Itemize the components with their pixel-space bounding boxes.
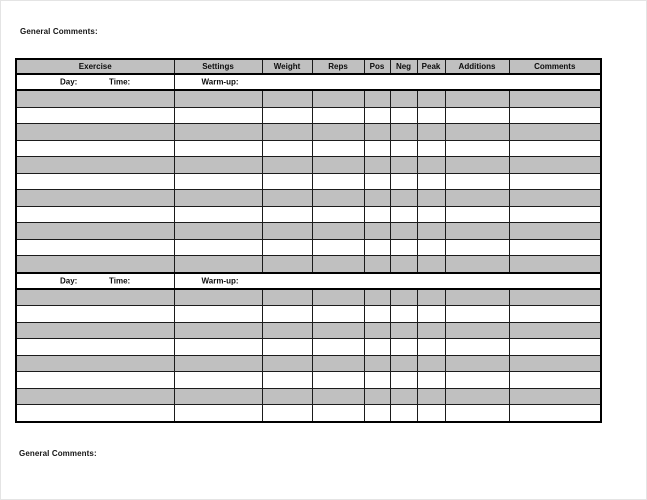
cell-reps xyxy=(312,322,364,339)
cell-weight xyxy=(262,306,312,323)
time-label: Time: xyxy=(109,276,131,285)
cell-neg xyxy=(390,157,417,174)
cell-settings xyxy=(174,355,262,372)
cell-weight xyxy=(262,173,312,190)
cell-comments xyxy=(509,372,601,389)
cell-reps xyxy=(312,124,364,141)
cell-comments xyxy=(509,355,601,372)
cell-weight xyxy=(262,388,312,405)
cell-settings xyxy=(174,173,262,190)
cell-neg xyxy=(390,90,417,107)
log-entry-row xyxy=(16,256,601,273)
day-label: Day: xyxy=(60,77,78,87)
cell-peak xyxy=(417,173,445,190)
cell-pos xyxy=(364,223,390,240)
cell-additions xyxy=(445,206,509,223)
cell-pos xyxy=(364,239,390,256)
cell-weight xyxy=(262,157,312,174)
day-time-cell xyxy=(16,273,174,289)
warmup-cell xyxy=(174,74,601,90)
cell-neg xyxy=(390,306,417,323)
cell-exercise xyxy=(16,223,174,240)
general-comments-bottom-label: General Comments: xyxy=(19,449,97,458)
cell-comments xyxy=(509,339,601,356)
time-label: Time: xyxy=(109,77,131,87)
log-entry-row xyxy=(16,223,601,240)
cell-pos xyxy=(364,306,390,323)
cell-settings xyxy=(174,372,262,389)
cell-comments xyxy=(509,405,601,422)
cell-reps xyxy=(312,256,364,273)
cell-exercise xyxy=(16,206,174,223)
cell-additions xyxy=(445,405,509,422)
log-entry-row xyxy=(16,355,601,372)
cell-exercise xyxy=(16,190,174,207)
cell-reps xyxy=(312,173,364,190)
cell-reps xyxy=(312,239,364,256)
cell-pos xyxy=(364,190,390,207)
cell-comments xyxy=(509,173,601,190)
cell-additions xyxy=(445,372,509,389)
cell-settings xyxy=(174,306,262,323)
cell-reps xyxy=(312,306,364,323)
cell-exercise xyxy=(16,107,174,124)
cell-weight xyxy=(262,405,312,422)
cell-weight xyxy=(262,256,312,273)
log-entry-row xyxy=(16,90,601,107)
workout-log-table xyxy=(15,58,602,423)
cell-neg xyxy=(390,173,417,190)
cell-reps xyxy=(312,372,364,389)
cell-reps xyxy=(312,140,364,157)
cell-settings xyxy=(174,223,262,240)
cell-exercise xyxy=(16,289,174,306)
cell-weight xyxy=(262,206,312,223)
cell-exercise xyxy=(16,339,174,356)
cell-additions xyxy=(445,140,509,157)
general-comments-top-label: General Comments: xyxy=(20,27,98,36)
cell-pos xyxy=(364,322,390,339)
log-body xyxy=(16,74,601,422)
cell-peak xyxy=(417,190,445,207)
cell-neg xyxy=(390,372,417,389)
cell-peak xyxy=(417,157,445,174)
log-entry-row xyxy=(16,206,601,223)
cell-peak xyxy=(417,372,445,389)
cell-additions xyxy=(445,306,509,323)
cell-peak xyxy=(417,355,445,372)
log-entry-row xyxy=(16,405,601,422)
log-entry-row xyxy=(16,173,601,190)
cell-pos xyxy=(364,256,390,273)
cell-settings xyxy=(174,256,262,273)
cell-additions xyxy=(445,339,509,356)
log-entry-row xyxy=(16,124,601,141)
cell-peak xyxy=(417,206,445,223)
log-entry-row xyxy=(16,190,601,207)
header-row xyxy=(16,59,601,74)
cell-weight xyxy=(262,107,312,124)
cell-neg xyxy=(390,239,417,256)
cell-neg xyxy=(390,322,417,339)
cell-additions xyxy=(445,90,509,107)
cell-reps xyxy=(312,405,364,422)
cell-weight xyxy=(262,223,312,240)
cell-pos xyxy=(364,405,390,422)
column-header-exercise: Exercise xyxy=(16,59,174,74)
cell-exercise xyxy=(16,322,174,339)
cell-comments xyxy=(509,289,601,306)
cell-neg xyxy=(390,256,417,273)
cell-additions xyxy=(445,107,509,124)
log-entry-row xyxy=(16,322,601,339)
cell-comments xyxy=(509,388,601,405)
cell-pos xyxy=(364,124,390,141)
cell-comments xyxy=(509,107,601,124)
cell-neg xyxy=(390,405,417,422)
cell-additions xyxy=(445,190,509,207)
cell-weight xyxy=(262,289,312,306)
cell-neg xyxy=(390,107,417,124)
cell-exercise xyxy=(16,388,174,405)
cell-pos xyxy=(364,140,390,157)
column-header-peak: Peak xyxy=(417,59,445,74)
cell-settings xyxy=(174,388,262,405)
column-header-pos: Pos xyxy=(364,59,390,74)
cell-peak xyxy=(417,223,445,240)
cell-neg xyxy=(390,190,417,207)
cell-neg xyxy=(390,206,417,223)
cell-reps xyxy=(312,190,364,207)
log-entry-row xyxy=(16,140,601,157)
cell-settings xyxy=(174,289,262,306)
cell-weight xyxy=(262,339,312,356)
cell-exercise xyxy=(16,372,174,389)
cell-neg xyxy=(390,289,417,306)
cell-additions xyxy=(445,355,509,372)
cell-pos xyxy=(364,90,390,107)
cell-additions xyxy=(445,223,509,240)
cell-settings xyxy=(174,239,262,256)
cell-comments xyxy=(509,206,601,223)
cell-additions xyxy=(445,157,509,174)
cell-peak xyxy=(417,322,445,339)
cell-neg xyxy=(390,339,417,356)
cell-exercise xyxy=(16,173,174,190)
cell-weight xyxy=(262,90,312,107)
cell-pos xyxy=(364,206,390,223)
cell-reps xyxy=(312,388,364,405)
cell-peak xyxy=(417,124,445,141)
log-entry-row xyxy=(16,157,601,174)
column-header-weight: Weight xyxy=(262,59,312,74)
cell-settings xyxy=(174,206,262,223)
warmup-label: Warm-up: xyxy=(201,276,239,285)
cell-reps xyxy=(312,289,364,306)
cell-additions xyxy=(445,239,509,256)
cell-exercise xyxy=(16,256,174,273)
cell-weight xyxy=(262,140,312,157)
cell-pos xyxy=(364,388,390,405)
cell-reps xyxy=(312,107,364,124)
day-time-cell xyxy=(16,74,174,90)
cell-exercise xyxy=(16,239,174,256)
cell-reps xyxy=(312,90,364,107)
cell-reps xyxy=(312,206,364,223)
log-entry-row xyxy=(16,372,601,389)
cell-peak xyxy=(417,388,445,405)
cell-weight xyxy=(262,124,312,141)
cell-weight xyxy=(262,190,312,207)
column-header-settings: Settings xyxy=(174,59,262,74)
cell-peak xyxy=(417,405,445,422)
cell-peak xyxy=(417,306,445,323)
cell-pos xyxy=(364,355,390,372)
day-time-row xyxy=(16,273,601,289)
cell-exercise xyxy=(16,157,174,174)
cell-comments xyxy=(509,140,601,157)
log-entry-row xyxy=(16,306,601,323)
cell-exercise xyxy=(16,306,174,323)
cell-settings xyxy=(174,157,262,174)
cell-settings xyxy=(174,107,262,124)
cell-settings xyxy=(174,190,262,207)
log-entry-row xyxy=(16,289,601,306)
cell-comments xyxy=(509,190,601,207)
cell-neg xyxy=(390,223,417,240)
cell-exercise xyxy=(16,140,174,157)
column-header-reps: Reps xyxy=(312,59,364,74)
cell-comments xyxy=(509,306,601,323)
cell-comments xyxy=(509,256,601,273)
cell-exercise xyxy=(16,405,174,422)
day-label: Day: xyxy=(60,276,78,285)
cell-additions xyxy=(445,289,509,306)
cell-pos xyxy=(364,289,390,306)
cell-settings xyxy=(174,405,262,422)
cell-comments xyxy=(509,124,601,141)
cell-reps xyxy=(312,223,364,240)
cell-neg xyxy=(390,388,417,405)
cell-peak xyxy=(417,140,445,157)
cell-settings xyxy=(174,339,262,356)
cell-additions xyxy=(445,388,509,405)
cell-peak xyxy=(417,289,445,306)
log-entry-row xyxy=(16,339,601,356)
log-entry-row xyxy=(16,388,601,405)
cell-reps xyxy=(312,339,364,356)
cell-additions xyxy=(445,256,509,273)
cell-pos xyxy=(364,339,390,356)
cell-weight xyxy=(262,322,312,339)
cell-reps xyxy=(312,157,364,174)
cell-peak xyxy=(417,239,445,256)
cell-comments xyxy=(509,223,601,240)
cell-exercise xyxy=(16,355,174,372)
cell-weight xyxy=(262,355,312,372)
log-entry-row xyxy=(16,239,601,256)
cell-neg xyxy=(390,355,417,372)
cell-settings xyxy=(174,90,262,107)
cell-comments xyxy=(509,157,601,174)
cell-pos xyxy=(364,157,390,174)
cell-pos xyxy=(364,372,390,389)
cell-peak xyxy=(417,90,445,107)
cell-pos xyxy=(364,173,390,190)
cell-peak xyxy=(417,256,445,273)
cell-neg xyxy=(390,140,417,157)
cell-pos xyxy=(364,107,390,124)
day-time-row xyxy=(16,74,601,90)
column-header-comments: Comments xyxy=(509,59,601,74)
cell-weight xyxy=(262,239,312,256)
cell-additions xyxy=(445,173,509,190)
cell-additions xyxy=(445,124,509,141)
column-header-neg: Neg xyxy=(390,59,417,74)
warmup-cell xyxy=(174,273,601,289)
cell-settings xyxy=(174,322,262,339)
cell-exercise xyxy=(16,124,174,141)
cell-comments xyxy=(509,322,601,339)
cell-exercise xyxy=(16,90,174,107)
cell-neg xyxy=(390,124,417,141)
cell-reps xyxy=(312,355,364,372)
cell-comments xyxy=(509,90,601,107)
cell-peak xyxy=(417,107,445,124)
cell-additions xyxy=(445,322,509,339)
cell-weight xyxy=(262,372,312,389)
cell-settings xyxy=(174,140,262,157)
column-header-additions: Additions xyxy=(445,59,509,74)
cell-peak xyxy=(417,339,445,356)
log-entry-row xyxy=(16,107,601,124)
cell-settings xyxy=(174,124,262,141)
warmup-label: Warm-up: xyxy=(201,77,239,87)
cell-comments xyxy=(509,239,601,256)
